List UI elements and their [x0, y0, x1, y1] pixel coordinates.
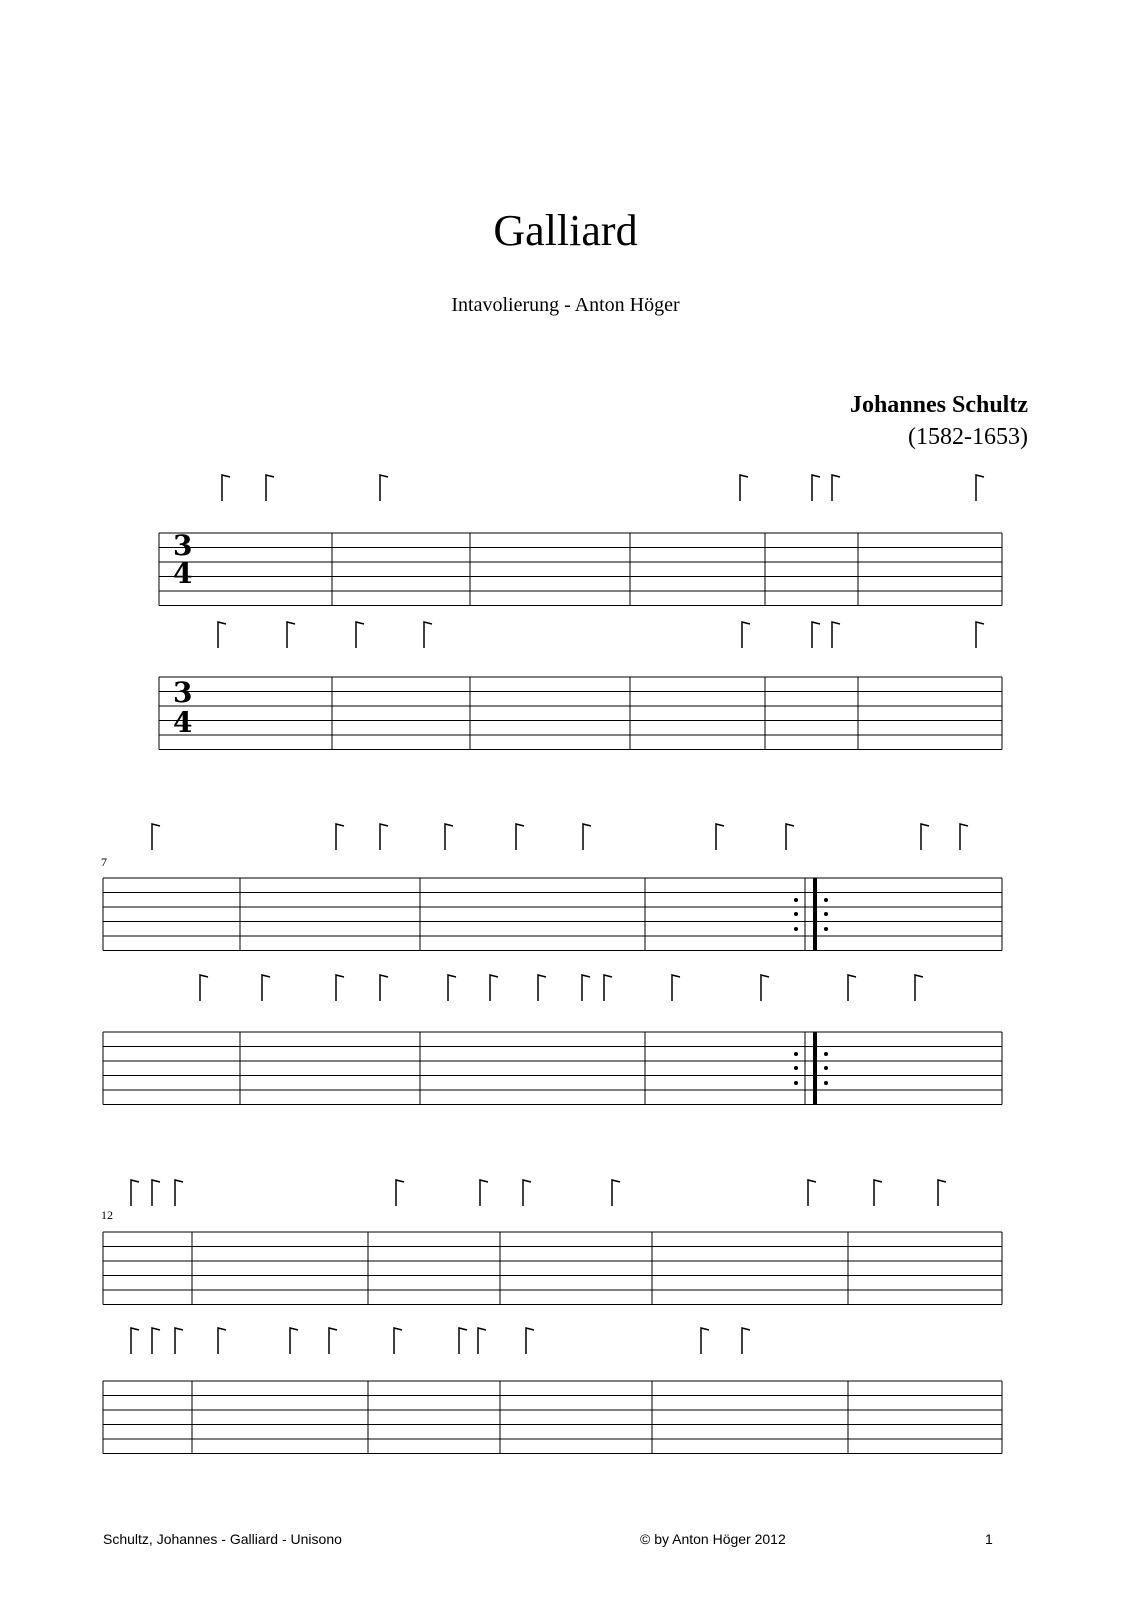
repeat-dot [824, 1066, 828, 1070]
repeat-dot [824, 1081, 828, 1085]
rhythm-flag [604, 975, 612, 1001]
rhythm-flag [960, 824, 968, 850]
rhythm-flag [701, 1328, 709, 1354]
time-signature-denominator-1: 4 [173, 557, 193, 590]
rhythm-flag [480, 1180, 488, 1206]
rhythm-flag [131, 1180, 139, 1206]
page-number: 1 [985, 1531, 993, 1547]
rhythm-flag [445, 824, 453, 850]
rhythm-flag [380, 824, 388, 850]
rhythm-flag [459, 1328, 467, 1354]
rhythm-flag [396, 1180, 404, 1206]
rhythm-flag [424, 622, 432, 648]
rhythm-flag [672, 975, 680, 1001]
repeat-dot [794, 1081, 798, 1085]
rhythm-flag [612, 1180, 620, 1206]
rhythm-flag [523, 1180, 531, 1206]
rhythm-flag [716, 824, 724, 850]
repeat-dot [824, 927, 828, 931]
rhythm-flag [832, 622, 840, 648]
rhythm-flag [516, 824, 524, 850]
measure-number-7: 7 [101, 855, 107, 869]
rhythm-flag [175, 1180, 183, 1206]
rhythm-flag [742, 1328, 750, 1354]
rhythm-flag [976, 622, 984, 648]
rhythm-flag [131, 1328, 139, 1354]
rhythm-flag [812, 622, 820, 648]
rhythm-flag [976, 475, 984, 501]
rhythm-flag [175, 1328, 183, 1354]
page-title: Galliard [493, 206, 638, 255]
rhythm-flag [490, 975, 498, 1001]
rhythm-flag [526, 1328, 534, 1354]
tablature-notation [131, 475, 984, 1354]
page-subtitle: Intavolierung - Anton Höger [451, 294, 680, 316]
rhythm-flag [222, 475, 230, 501]
footer-left: Schultz, Johannes - Galliard - Unisono [103, 1531, 342, 1547]
rhythm-flag [812, 475, 820, 501]
rhythm-flag [336, 824, 344, 850]
repeat-dot [794, 1052, 798, 1056]
repeat-dot [794, 1066, 798, 1070]
rhythm-flag [380, 975, 388, 1001]
rhythm-flag [583, 824, 591, 850]
rhythm-flag [538, 975, 546, 1001]
rhythm-flag [329, 1328, 337, 1354]
rhythm-flag [394, 1328, 402, 1354]
rhythm-flag [478, 1328, 486, 1354]
rhythm-flag [266, 475, 274, 501]
rhythm-flag [740, 475, 748, 501]
staff-lines [103, 533, 1002, 1454]
repeat-dot [824, 1052, 828, 1056]
rhythm-flag [938, 1180, 946, 1206]
repeat-dot [794, 898, 798, 902]
rhythm-flag [152, 1328, 160, 1354]
rhythm-flag [874, 1180, 882, 1206]
rhythm-flag [582, 975, 590, 1001]
rhythm-flag [448, 975, 456, 1001]
rhythm-flag [262, 975, 270, 1001]
rhythm-flag [287, 622, 295, 648]
rhythm-flag [218, 1328, 226, 1354]
rhythm-flag [356, 622, 364, 648]
rhythm-flag [921, 824, 929, 850]
time-signature-numerator-2: 3 [173, 676, 193, 709]
repeat-dot [794, 912, 798, 916]
rhythm-flag [218, 622, 226, 648]
repeat-dot [824, 898, 828, 902]
repeat-dot [824, 912, 828, 916]
rhythm-flag [848, 975, 856, 1001]
rhythm-flag [336, 975, 344, 1001]
rhythm-flag [152, 1180, 160, 1206]
rhythm-flag [915, 975, 923, 1001]
footer-copyright: © by Anton Höger 2012 [640, 1531, 786, 1547]
repeat-dot [794, 927, 798, 931]
rhythm-flag [808, 1180, 816, 1206]
time-signature-denominator-2: 4 [173, 706, 193, 739]
composer-dates: (1582-1653) [908, 424, 1028, 450]
rhythm-flag [380, 475, 388, 501]
barlines [103, 533, 1002, 1454]
rhythm-flag [761, 975, 769, 1001]
rhythm-flag [832, 475, 840, 501]
rhythm-flag [742, 622, 750, 648]
rhythm-flag [290, 1328, 298, 1354]
rhythm-flag [200, 975, 208, 1001]
measure-number-12: 12 [101, 1208, 113, 1222]
time-signature-numerator-1: 3 [173, 529, 193, 562]
composer-name: Johannes Schultz [849, 392, 1028, 418]
rhythm-flag [786, 824, 794, 850]
rhythm-flag [152, 824, 160, 850]
